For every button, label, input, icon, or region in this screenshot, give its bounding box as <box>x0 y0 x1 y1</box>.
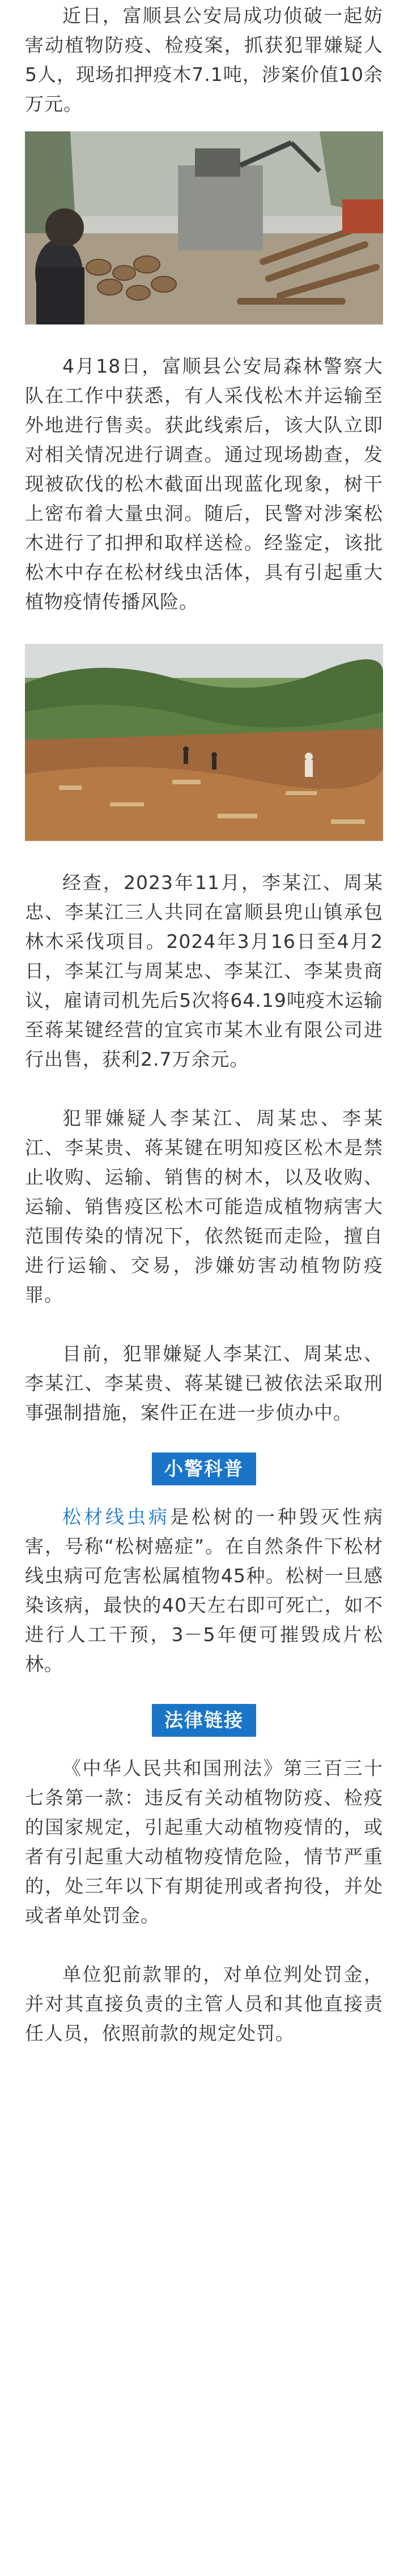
pine-wilt-disease-link[interactable]: 松材线虫病 <box>62 1506 170 1528</box>
science-paragraph <box>0 1502 408 1679</box>
bottom-fade <box>0 2562 408 2576</box>
law-section-header <box>0 1704 408 1737</box>
law-tag: 法律链接 <box>152 1704 256 1737</box>
charges-paragraph: 犯罪嫌疑人李某江、周某忠、李某江、李某贵、蒋某键在明知疫区松木是禁止收购、运输、销售的树木，以及收购、运输、销售疫区松木可能造成植物病害大范围传染的情况下，依然铤而走险，擅自进行运输、交易，涉嫌妨害动植物防疫罪。 <box>25 1107 383 1306</box>
status-paragraph: 目前，犯罪嫌疑人李某江、周某忠、李某江、李某贵、蒋某键已被依法采取刑事强制措施，案件正在进一步侦办中。 <box>25 1343 383 1424</box>
facts-paragraph: 经查，2023年11月，李某江、周某忠、李某江三人共同在富顺县兜山镇承包林木采伐项目。2024年3月16日至4月2日，李某江与周某忠、李某江、李某贵商议，雇请司机先后5次将64.19吨疫木运输至蒋某键经营的宜宾市某木业有限公司进行出售，获利2.7万余元。 <box>25 872 383 1070</box>
science-paragraph-text: 是松树的一种毁灭性病害，号称“松树癌症”。在自然条件下松材线虫病可危害松属植物45种。松树一旦感染该病，最快的40天左右即可死亡，如不进行人工干预，3－5年便可摧毁成片松林。 <box>25 1506 383 1675</box>
science-section-header <box>0 1453 408 1485</box>
law-paragraph: 《中华人民共和国刑法》第三百三十七条第一款：违反有关动植物防疫、检疫的国家规定，引起重大动植物疫情的，或者有引起重大动植物疫情危险，情节严重的，处三年以下有期徒刑或者拘役，并处或者单处罚金。 <box>25 1757 383 1926</box>
investigation-paragraph: 4月18日，富顺县公安局森林警察大队在工作中获悉，有人采伐松木并运输至外地进行售卖。获此线索后，该大队立即对相关情况进行调查。通过现场勘查，发现被砍伐的松木截面出现蓝化现象，树干上密布着大量虫洞。随后，民警对涉案松木进行了扣押和取样送检。经鉴定，该批松木中存在松材线虫活体，具有引起重大植物疫情传播风险。 <box>25 355 383 613</box>
photo-timber-yard <box>25 131 383 324</box>
photo-logging-site <box>25 644 383 841</box>
intro-paragraph: 近日，富顺县公安局成功侦破一起妨害动植物防疫、检疫案，抓获犯罪嫌疑人5人，现场扣押疫木7.1吨，涉案价值10余万元。 <box>25 5 383 115</box>
unit-crime-paragraph: 单位犯前款罪的，对单位判处罚金，并对其直接负责的主管人员和其他直接责任人员，依照前款的规定处罚。 <box>25 1963 383 2044</box>
science-tag: 小警科普 <box>152 1453 256 1485</box>
